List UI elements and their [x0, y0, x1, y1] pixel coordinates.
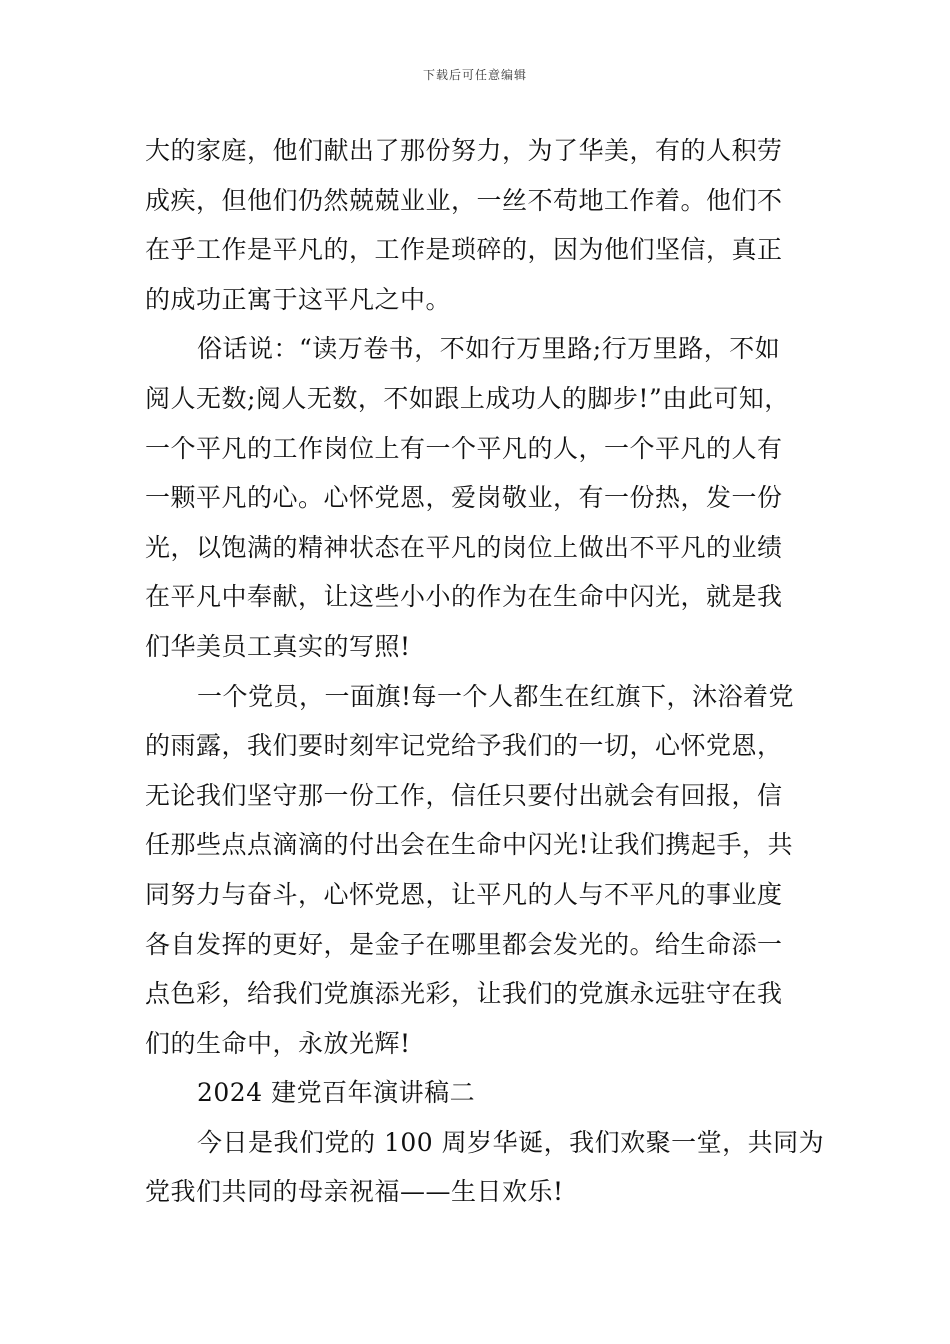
- text-line: 任那些点点滴滴的付出会在生命中闪光!让我们携起手，共: [145, 830, 794, 860]
- text-line: 的成功正寓于这平凡之中。: [145, 284, 452, 314]
- text-line: 无论我们坚守那一份工作，信任只要付出就会有回报，信: [145, 780, 783, 810]
- text-line: 党我们共同的母亲祝福——生日欢乐!: [145, 1177, 564, 1207]
- paragraph-start-line: 俗话说：“读万卷书，不如行万里路;行万里路，不如: [197, 334, 781, 364]
- text-line: 光，以饱满的精神状态在平凡的岗位上做出不平凡的业绩: [145, 532, 783, 562]
- text-line: 成疾，但他们仍然兢兢业业，一丝不苟地工作着。他们不: [145, 185, 783, 215]
- page-header-note: 下载后可任意编辑: [422, 68, 527, 82]
- text-line: 在平凡中奉献，让这些小小的作为在生命中闪光，就是我: [145, 582, 783, 612]
- text-line: 点色彩，给我们党旗添光彩，让我们的党旗永远驻守在我: [145, 979, 783, 1009]
- text-line: 一颗平凡的心。心怀党恩，爱岗敬业，有一份热，发一份: [145, 483, 783, 513]
- paragraph-start-line: 今日是我们党的 100 周岁华诞，我们欢聚一堂，共同为: [197, 1127, 825, 1157]
- text-line: 们的生命中，永放光辉!: [145, 1028, 411, 1058]
- text-line: 的雨露，我们要时刻牢记党给予我们的一切，心怀党恩，: [145, 731, 783, 761]
- text-line: 阅人无数;阅人无数，不如跟上成功人的脚步!”由此可知，: [145, 383, 790, 413]
- text-line: 们华美员工真实的写照!: [145, 631, 411, 661]
- text-line: 同努力与奋斗，心怀党恩，让平凡的人与不平凡的事业度: [145, 879, 783, 909]
- text-line: 一个平凡的工作岗位上有一个平凡的人，一个平凡的人有: [145, 433, 783, 463]
- text-line: 各自发挥的更好，是金子在哪里都会发光的。给生命添一: [145, 929, 783, 959]
- paragraph-start-line: 一个党员，一面旗!每一个人都生在红旗下，沐浴着党: [197, 681, 795, 711]
- text-line: 大的家庭，他们献出了那份努力，为了华美，有的人积劳: [145, 136, 783, 165]
- document-body: [145, 126, 835, 1217]
- text-line: 在乎工作是平凡的，工作是琐碎的，因为他们坚信，真正: [145, 235, 783, 265]
- section-heading: 2024 建党百年演讲稿二: [197, 1078, 476, 1108]
